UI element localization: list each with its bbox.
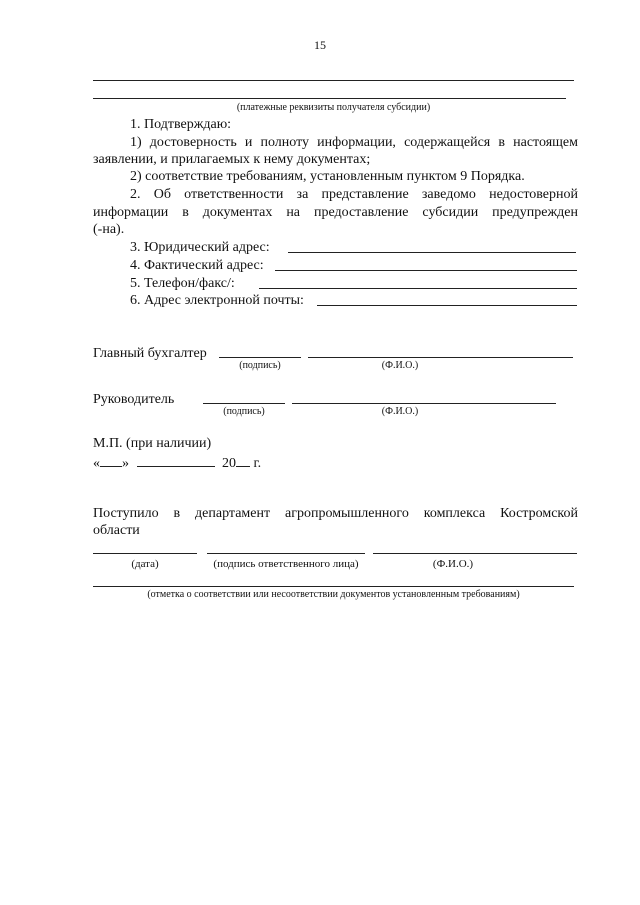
page-number: 15 <box>314 38 326 52</box>
chief-accountant-fio-line[interactable] <box>308 357 573 358</box>
requisites-line-2 <box>93 98 566 99</box>
confirm-item2: 2) соответствие требованиям, установленным пунктом 9 Порядка. <box>130 169 525 184</box>
received-line1: Поступило в департамент агропромышленного комплекса Костромской <box>93 506 578 521</box>
date-year-suffix: г. <box>253 456 262 471</box>
date-row <box>93 454 261 472</box>
compliance-mark-line[interactable] <box>93 586 574 587</box>
confirm-item1-line2: заявлении, и прилагаемых к нему документах; <box>93 152 371 167</box>
chief-accountant-signature-line[interactable] <box>219 357 301 358</box>
date-month-field[interactable] <box>137 454 215 467</box>
chief-accountant-signature-caption: (подпись) <box>239 360 281 371</box>
chief-accountant-label: Главный бухгалтер <box>93 346 207 361</box>
received-signature-caption: (подпись ответственного лица) <box>213 558 359 570</box>
date-year-field[interactable] <box>236 454 250 467</box>
email-field[interactable] <box>317 305 577 306</box>
head-fio-line[interactable] <box>292 403 556 404</box>
legal-address-label: 3. Юридический адрес: <box>130 240 270 255</box>
stamp-label: М.П. (при наличии) <box>93 436 212 451</box>
responsibility-line3: (-на). <box>93 222 125 237</box>
head-fio-caption: (Ф.И.О.) <box>381 406 419 417</box>
responsibility-line1: 2. Об ответственности за представление заведомо недостоверной <box>130 187 578 202</box>
date-day-field[interactable] <box>100 454 122 467</box>
received-fio-caption: (Ф.И.О.) <box>432 558 474 570</box>
legal-address-field[interactable] <box>288 252 576 253</box>
email-label: 6. Адрес электронной почты: <box>130 293 304 308</box>
received-fio-line[interactable] <box>373 553 577 554</box>
chief-accountant-fio-caption: (Ф.И.О.) <box>381 360 419 371</box>
received-line2: области <box>93 523 140 538</box>
actual-address-field[interactable] <box>275 270 577 271</box>
requisites-line-1 <box>93 80 574 81</box>
received-date-line[interactable] <box>93 553 197 554</box>
phone-fax-field[interactable] <box>259 288 577 289</box>
confirm-item1-line1: 1) достоверность и полноту информации, содержащейся в настоящем <box>130 135 578 150</box>
actual-address-label: 4. Фактический адрес: <box>130 258 264 273</box>
head-signature-line[interactable] <box>203 403 285 404</box>
requisites-caption: (платежные реквизиты получателя субсидии) <box>236 102 431 113</box>
head-label: Руководитель <box>93 392 175 407</box>
received-date-caption: (дата) <box>131 558 159 570</box>
date-year-prefix: 20 <box>222 456 236 471</box>
date-open-quote: « <box>93 456 100 471</box>
compliance-mark-caption: (отметка о соответствии или несоответствии документов установленным требованиям) <box>147 589 520 600</box>
received-signature-line[interactable] <box>207 553 365 554</box>
confirm-heading: 1. Подтверждаю: <box>130 117 232 132</box>
head-signature-caption: (подпись) <box>223 406 265 417</box>
date-close-quote: » <box>122 456 129 471</box>
responsibility-line2: информации в документах на предоставление субсидии предупрежден <box>93 205 578 220</box>
phone-fax-label: 5. Телефон/факс/: <box>130 276 235 291</box>
